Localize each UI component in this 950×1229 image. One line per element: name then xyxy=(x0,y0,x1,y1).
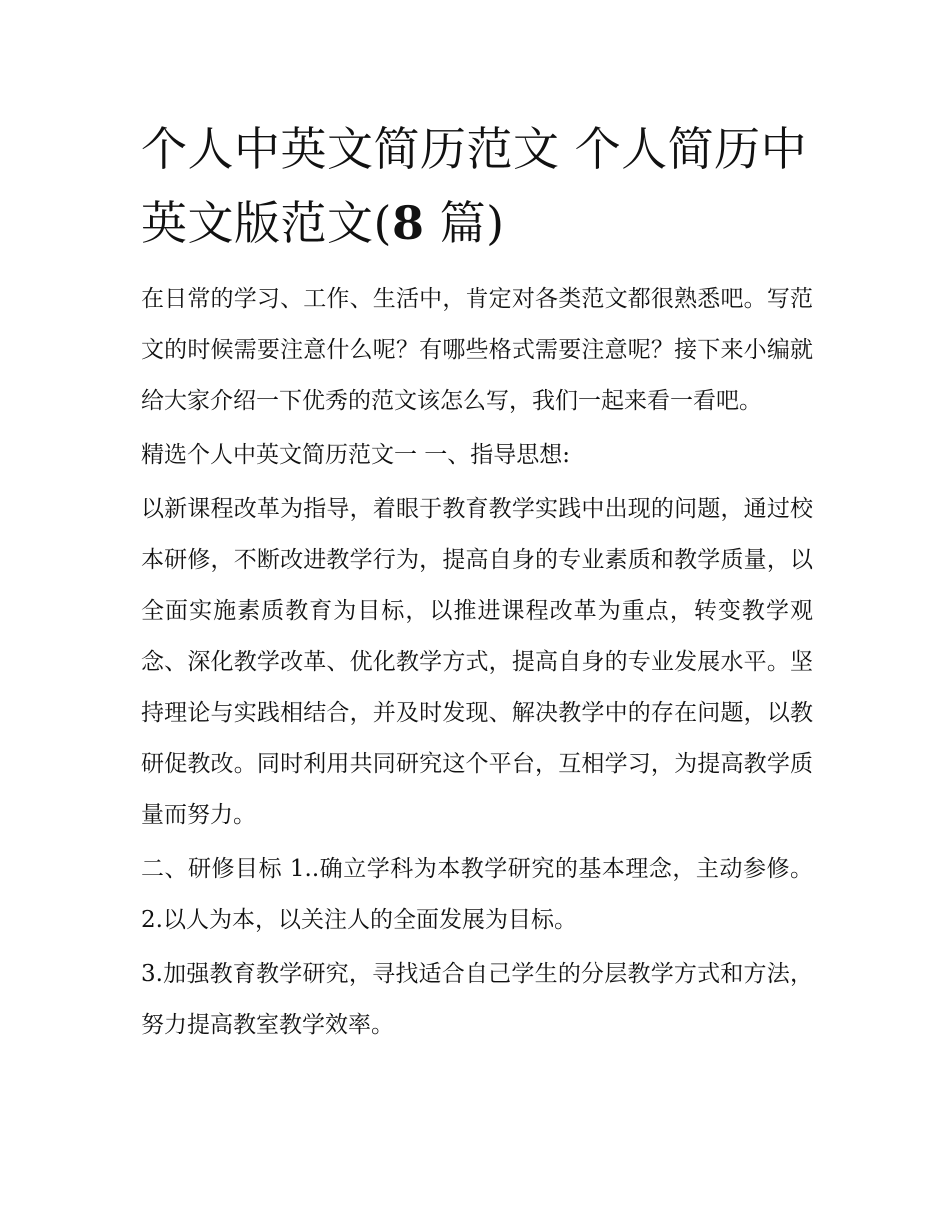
goal-item-3-paragraph: 3.加强教育教学研究，寻找适合自己学生的分层教学方式和方法，努力提高教室教学效率。 xyxy=(141,961,813,1038)
guiding-ideology-paragraph: 以新课程改革为指导，着眼于教育教学实践中出现的问题，通过校本研修，不断改进教学行为，提高自身的专业素质和教学质量，以全面实施素质教育为目标，以推进课程改革为重点，转变教学观念、深化教学改革、优化教学方式，提高自身的专业发展水平。坚持理论与实践相结合，并及时发现、解决教学中的存在问题，以教研促教改。同时利用共同研究这个平台，互相学习，为提高教学质量而努力。 xyxy=(141,496,813,828)
training-goals-paragraph: 二、研修目标 1..确立学科为本教学研究的基本理念，主动参修。 2.以人为本，以关注人的全面发展为目标。 xyxy=(141,856,813,933)
title-count: 8 xyxy=(391,196,425,250)
section-heading-guiding-ideology: 精选个人中英文简历范文一 一、指导思想: xyxy=(141,442,571,468)
document-body xyxy=(141,112,813,1054)
intro-paragraph: 在日常的学习、工作、生活中，肯定对各类范文都很熟悉吧。写范文的时候需要注意什么呢？有哪些格式需要注意呢？接下来小编就给大家介绍一下优秀的范文该怎么写，我们一起来看一看吧。 xyxy=(141,286,813,414)
title-text: 个人中英文简历范文 个人简历中英文版范文( xyxy=(141,122,808,250)
title-suffix: 篇) xyxy=(424,196,505,250)
document-title xyxy=(141,112,813,260)
